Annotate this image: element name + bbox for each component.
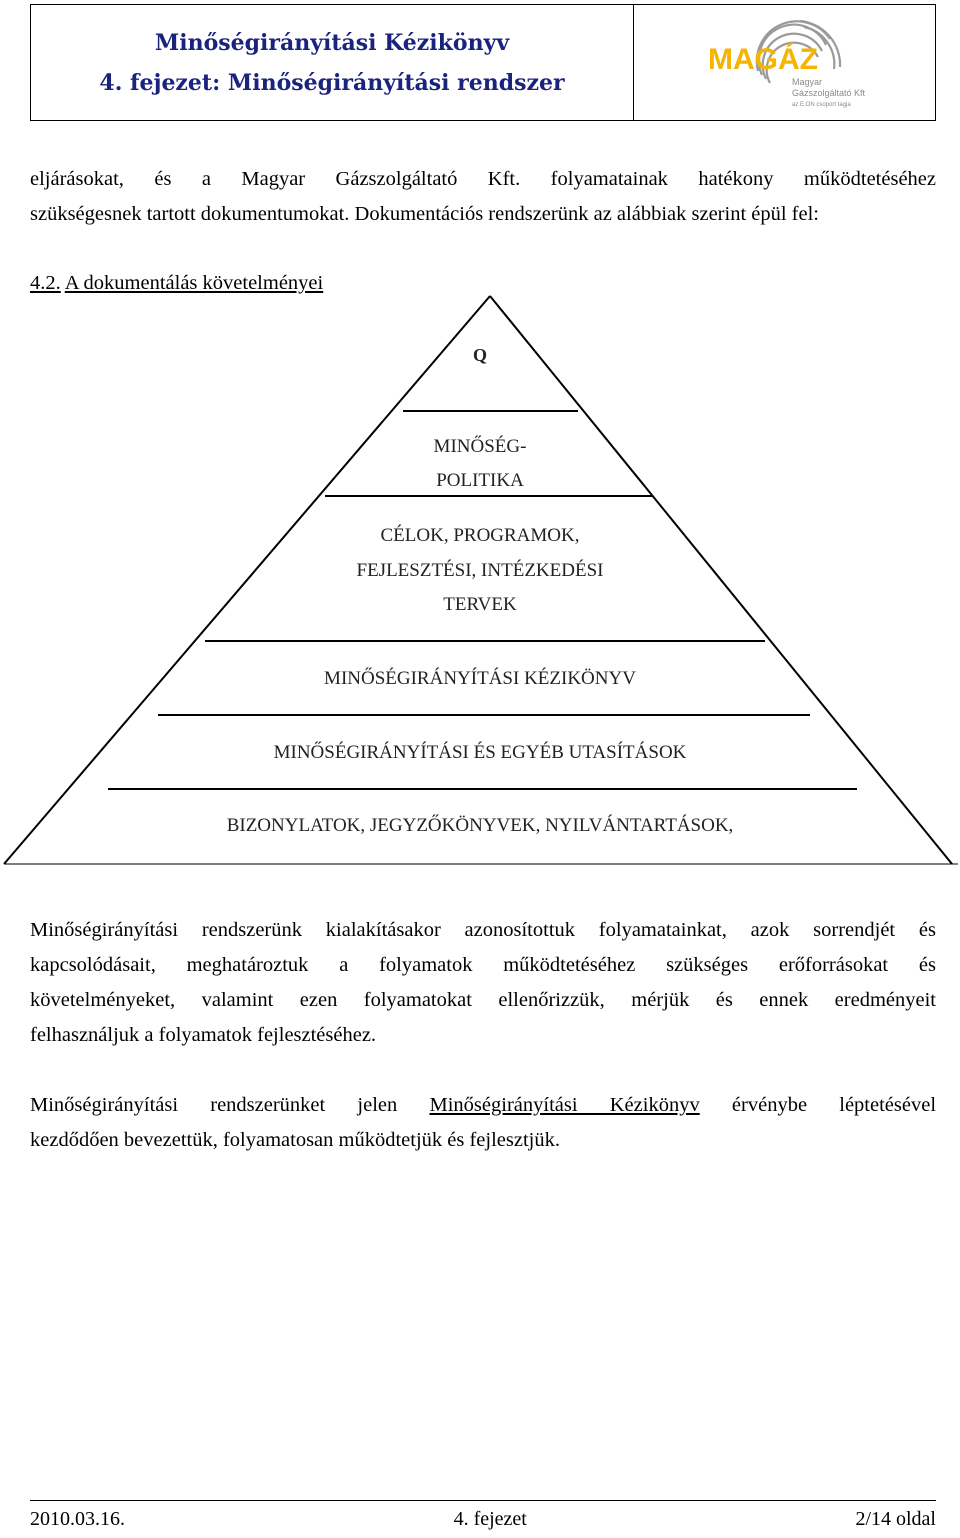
chapter-title: 4. fejezet: Minőségirányítási rendszer bbox=[99, 69, 565, 96]
intro-line: eljárásokat, és a Magyar Gázszolgáltató Kft. folyamatainak hatékony működtetéséhez bbox=[30, 168, 936, 190]
paragraph-line: felhasználjuk a folyamatok fejlesztéséhez. bbox=[30, 1024, 377, 1046]
header-titles bbox=[31, 5, 634, 120]
logo-sub3: az E.ON csoport tagja bbox=[791, 101, 851, 108]
pyramid-level-policy: POLITIKA bbox=[436, 470, 524, 491]
pyramid-level-manual: MINŐSÉGIRÁNYÍTÁSI KÉZIKÖNYV bbox=[324, 668, 636, 689]
intro-line: szükségesnek tartott dokumentumokat. Dokumentációs rendszerünk az alábbiak szerint épül fel: bbox=[30, 203, 819, 225]
pyramid-level-goals: FEJLESZTÉSI, INTÉZKEDÉSI bbox=[356, 560, 604, 581]
pyramid-level-goals: CÉLOK, PROGRAMOK, bbox=[380, 525, 580, 546]
magaz-logo-icon bbox=[700, 9, 870, 117]
footer-chapter: 4. fejezet bbox=[453, 1508, 527, 1530]
logo-sub1: Magyar bbox=[791, 76, 822, 87]
pyramid-level-policy: MINŐSÉG- bbox=[433, 436, 527, 457]
pyramid-top-label: Q bbox=[472, 345, 487, 365]
manual-title: Minőségirányítási Kézikönyv bbox=[154, 29, 510, 56]
pyramid-level-records: BIZONYLATOK, JEGYZŐKÖNYVEK, NYILVÁNTARTÁSOK, bbox=[226, 815, 734, 836]
system-paragraph bbox=[30, 913, 936, 1053]
page-footer bbox=[30, 1500, 936, 1538]
paragraph-line bbox=[30, 1088, 936, 1123]
logo-sub2: Gázszolgáltató Kft bbox=[791, 87, 865, 98]
section-number: 4.2. bbox=[30, 272, 61, 294]
paragraph-text: Minőségirányítási rendszerünket jelen bbox=[30, 1094, 398, 1116]
intro-paragraph bbox=[30, 162, 936, 232]
paragraph-line: kezdődően bevezettük, folyamatosan működtetjük és fejlesztjük. bbox=[30, 1129, 560, 1151]
manual-link[interactable]: Minőségirányítási Kézikönyv bbox=[429, 1094, 700, 1116]
logo-brand: MAGÁZ bbox=[707, 42, 818, 76]
page-header bbox=[30, 4, 936, 121]
pyramid-level-instructions: MINŐSÉGIRÁNYÍTÁSI ÉS EGYÉB UTASÍTÁSOK bbox=[273, 742, 687, 763]
section-title: A dokumentálás követelményei bbox=[64, 272, 324, 294]
paragraph-line: követelményeket, valamint ezen folyamatokat ellenőrizzük, mérjük és ennek eredményeit bbox=[30, 989, 936, 1011]
paragraph-line: kapcsolódásait, meghatároztuk a folyamatok működtetéséhez szükséges erőforrásokat és bbox=[30, 954, 936, 976]
pyramid-level-goals: TERVEK bbox=[443, 594, 517, 615]
documentation-pyramid bbox=[0, 290, 960, 880]
introduction-paragraph bbox=[30, 1088, 936, 1158]
paragraph-line: Minőségirányítási rendszerünk kialakításakor azonosítottuk folyamatainkat, azok sorrendjét és bbox=[30, 919, 936, 941]
footer-page-number: 2/14 oldal bbox=[855, 1508, 936, 1530]
footer-date: 2010.03.16. bbox=[30, 1508, 125, 1530]
paragraph-text: érvénybe léptetésével bbox=[731, 1094, 937, 1116]
company-logo bbox=[634, 5, 935, 120]
